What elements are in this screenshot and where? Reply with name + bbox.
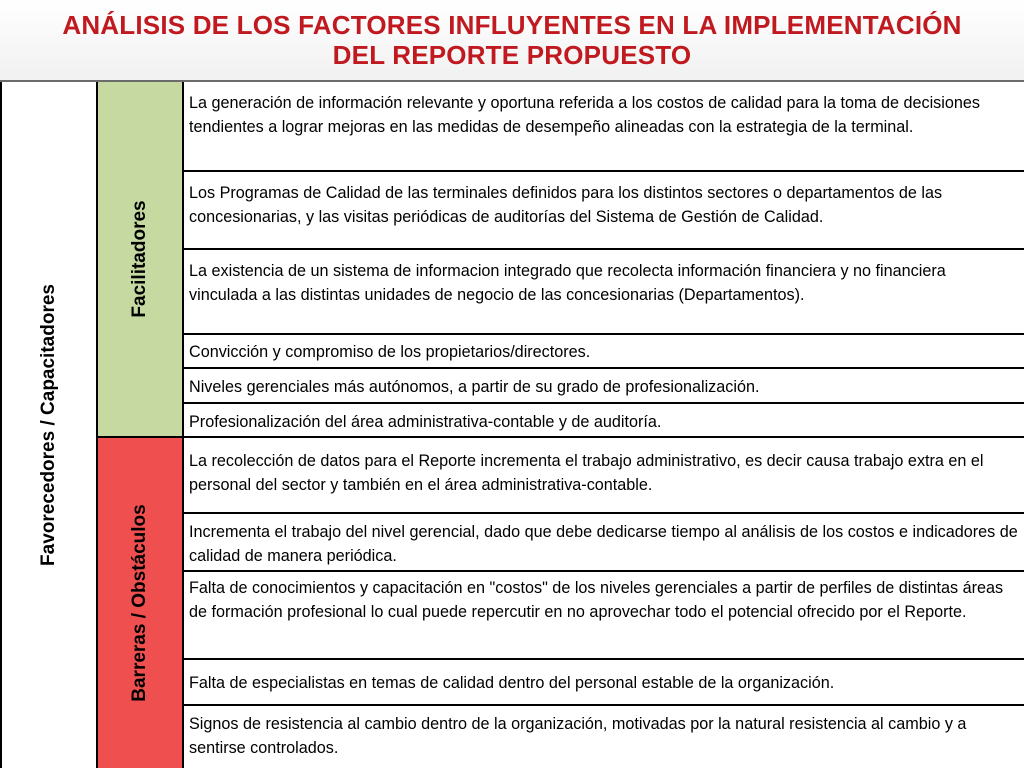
row-text: Falta de conocimientos y capacitación en "costos" de los niveles gerenciales a partir de perfiles de distintas áreas de formación profesional lo cual puede repercutir en no aprovechar todo el potencial ofrecido por el Reporte. xyxy=(189,579,1004,621)
row-text: Falta de especialistas en temas de calidad dentro del personal estable de la organización. xyxy=(189,674,835,692)
group-label-barreras: Barreras / Obstáculos xyxy=(129,504,150,702)
page-title-line-1: ANÁLISIS DE LOS FACTORES INFLUYENTES EN LA IMPLEMENTACIÓN xyxy=(62,10,962,40)
page-title xyxy=(0,10,1024,70)
table-row xyxy=(184,438,1024,514)
row-text: Incrementa el trabajo del nivel gerencial, dado que debe dedicarse tiempo al análisis de los costos e indicadores de calidad de manera periódica. xyxy=(189,523,1018,565)
group-label-facilitadores: Facilitadores xyxy=(129,200,150,318)
page-title-line-2: DEL REPORTE PROPUESTO xyxy=(332,40,692,70)
table-row xyxy=(184,404,1024,438)
row-text: La existencia de un sistema de informacion integrado que recolecta información financiera y no financiera vinculada a las distintas unidades de negocio de las concesionarias (Departamentos). xyxy=(189,262,946,304)
row-text: La recolección de datos para el Reporte incrementa el trabajo administrativo, es decir causa trabajo extra en el personal del sector y también en el área administrativa-contable. xyxy=(189,452,984,494)
table-row xyxy=(184,514,1024,572)
table-row xyxy=(184,250,1024,335)
table-row xyxy=(184,706,1024,768)
table-row xyxy=(184,82,1024,172)
row-text: Profesionalización del área administrativa-contable y de auditoría. xyxy=(189,413,662,431)
factors-table xyxy=(0,82,1024,768)
table-row xyxy=(184,172,1024,250)
title-area xyxy=(0,0,1024,80)
row-text: Niveles gerenciales más autónomos, a partir de su grado de profesionalización. xyxy=(189,378,760,396)
table-row xyxy=(184,335,1024,369)
group-cell-barreras xyxy=(98,438,184,768)
row-text: La generación de información relevante y oportuna referida a los costos de calidad para la toma de decisiones tendientes a lograr mejoras en las medidas de desempeño alineadas con la estrategia de la terminal. xyxy=(189,94,980,136)
outer-category-label: Favorecedores / Capacitadores xyxy=(38,284,59,566)
group-cell-facilitadores xyxy=(98,82,184,438)
table-row xyxy=(184,660,1024,706)
row-text: Signos de resistencia al cambio dentro de la organización, motivadas por la natural resistencia al cambio y a sentirse controlados. xyxy=(189,715,967,757)
outer-category-cell xyxy=(2,82,98,768)
table-row xyxy=(184,572,1024,660)
row-text: Los Programas de Calidad de las terminales definidos para los distintos sectores o departamentos de las concesionarias, y las visitas periódicas de auditorías del Sistema de Gestión de Calidad. xyxy=(189,184,943,226)
row-text: Convicción y compromiso de los propietarios/directores. xyxy=(189,343,591,361)
table-row xyxy=(184,369,1024,404)
